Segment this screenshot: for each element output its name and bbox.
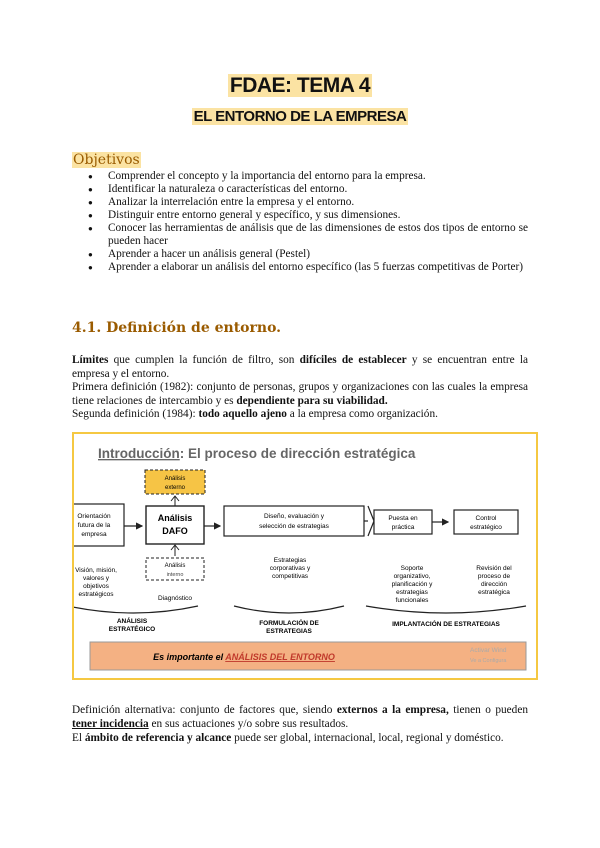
- phase-bracket-2: [234, 606, 344, 613]
- section-heading: 4.1. Definición de entorno.: [72, 320, 282, 336]
- list-item: ● Analizar la interrelación entre la empresa y el entorno.: [72, 196, 528, 209]
- svg-text:organizativo,: organizativo,: [393, 573, 431, 580]
- process-diagram: [72, 432, 538, 680]
- watermark: Activar Wind: [470, 647, 507, 654]
- svg-text:interno: interno: [166, 572, 184, 578]
- phase-implantacion: IMPLANTACIÓN DE ESTRATEGIAS: [392, 621, 500, 628]
- label-diagnostico: Diagnóstico: [158, 595, 192, 602]
- svg-text:Control: Control: [475, 515, 497, 522]
- svg-text:corporativas y: corporativas y: [269, 565, 311, 572]
- svg-text:Análisis: Análisis: [164, 563, 186, 569]
- svg-text:planificación y: planificación y: [391, 581, 433, 588]
- list-item: ● Aprender a hacer un análisis general (Pestel): [72, 248, 528, 261]
- label-vision: Visión, misión,: [75, 567, 117, 574]
- label-estrategias: Estrategias: [273, 557, 307, 564]
- list-item: ● Conocer las herramientas de análisis que de las dimensiones de estos dos tipos de entorno se pueden hacer: [72, 222, 528, 248]
- label-revision: Revisión del: [476, 565, 512, 572]
- svg-text:Introducción: El proceso de di: [98, 446, 416, 461]
- svg-text:objetivos: objetivos: [83, 583, 109, 590]
- paragraph-scope: El ámbito de referencia y alcance puede ser global, internacional, local, regional y doméstico.: [72, 732, 504, 744]
- phase-formulacion: FORMULACIÓN DE: [259, 620, 319, 627]
- svg-text:Es importante el ANÁLISIS DEL: Es importante el ANÁLISIS DEL ENTORNO: [153, 652, 335, 662]
- svg-text:externo: externo: [164, 485, 186, 491]
- list-item: ● Comprender el concepto y la importancia del entorno para la empresa.: [72, 170, 528, 183]
- svg-text:dirección: dirección: [480, 581, 508, 588]
- svg-text:Puesta en: Puesta en: [388, 515, 418, 522]
- svg-text:estratégica: estratégica: [478, 589, 510, 596]
- list-item: ● Aprender a elaborar un análisis del entorno específico (las 5 fuerzas competitivas de Porter): [72, 261, 528, 274]
- document-subtitle: EL ENTORNO DE LA EMPRESA: [193, 108, 407, 125]
- svg-text:valores y: valores y: [82, 575, 110, 582]
- svg-text:ESTRATEGIAS: ESTRATEGIAS: [266, 628, 312, 635]
- svg-text:ESTRATÉGICO: ESTRATÉGICO: [108, 626, 156, 633]
- figure-title-rest: : El proceso de dirección estratégica: [179, 446, 416, 461]
- svg-text:estratégicos: estratégicos: [78, 591, 114, 598]
- svg-text:competitivas: competitivas: [271, 573, 309, 580]
- box-diseno: [224, 506, 364, 536]
- objectives-list: [72, 170, 528, 274]
- svg-text:futura de la: futura de la: [77, 522, 111, 529]
- svg-text:Análisis: Análisis: [157, 513, 193, 523]
- paragraph-alternative-definition: Definición alternativa: conjunto de factores que, siendo externos a la empresa, tienen o pueden tener incidencia en sus actuaciones y/o sobre sus resultados.: [72, 704, 528, 730]
- svg-text:funcionales: funcionales: [395, 597, 429, 604]
- svg-text:práctica: práctica: [391, 524, 415, 531]
- svg-text:Diseño, evaluación y: Diseño, evaluación y: [264, 513, 324, 520]
- svg-text:Ve a Configura: Ve a Configura: [470, 658, 507, 664]
- paragraph-limits: Límites que cumplen la función de filtro, son difíciles de establecer y se encuentran entre la empresa y el entorno.: [72, 354, 529, 380]
- figure-title-intro: Introducción: [98, 446, 180, 461]
- paragraph-first-definition: Primera definición (1982): conjunto de personas, grupos y organizaciones con las cuales la empresa tiene relaciones de intercambio y es dependiente para su viabilidad.: [72, 381, 528, 407]
- svg-text:estrategias: estrategias: [396, 589, 428, 596]
- list-item: ● Identificar la naturaleza o características del entorno.: [72, 183, 528, 196]
- svg-text:empresa: empresa: [81, 531, 107, 538]
- document-title: FDAE: TEMA 4: [229, 74, 371, 97]
- phase-bracket-3: [366, 606, 526, 613]
- svg-text:proceso de: proceso de: [477, 573, 511, 580]
- phase-analisis: ANÁLISIS: [116, 618, 148, 625]
- svg-text:DAFO: DAFO: [162, 526, 188, 536]
- svg-text:Orientación: Orientación: [77, 513, 111, 520]
- objectives-heading: Objetivos: [73, 152, 140, 168]
- list-item: ● Distinguir entre entorno general y específico, y sus dimensiones.: [72, 209, 528, 222]
- box-analisis-externo-label: Análisis: [164, 476, 186, 482]
- paragraph-second-definition: Segunda definición (1984): todo aquello ajeno a la empresa como organización.: [72, 408, 438, 420]
- box-dafo: [146, 506, 204, 544]
- svg-text:selección de estrategias: selección de estrategias: [259, 523, 329, 530]
- svg-text:estratégico: estratégico: [470, 524, 502, 531]
- label-soporte: Soporte: [400, 565, 424, 572]
- phase-bracket-1: [74, 606, 198, 613]
